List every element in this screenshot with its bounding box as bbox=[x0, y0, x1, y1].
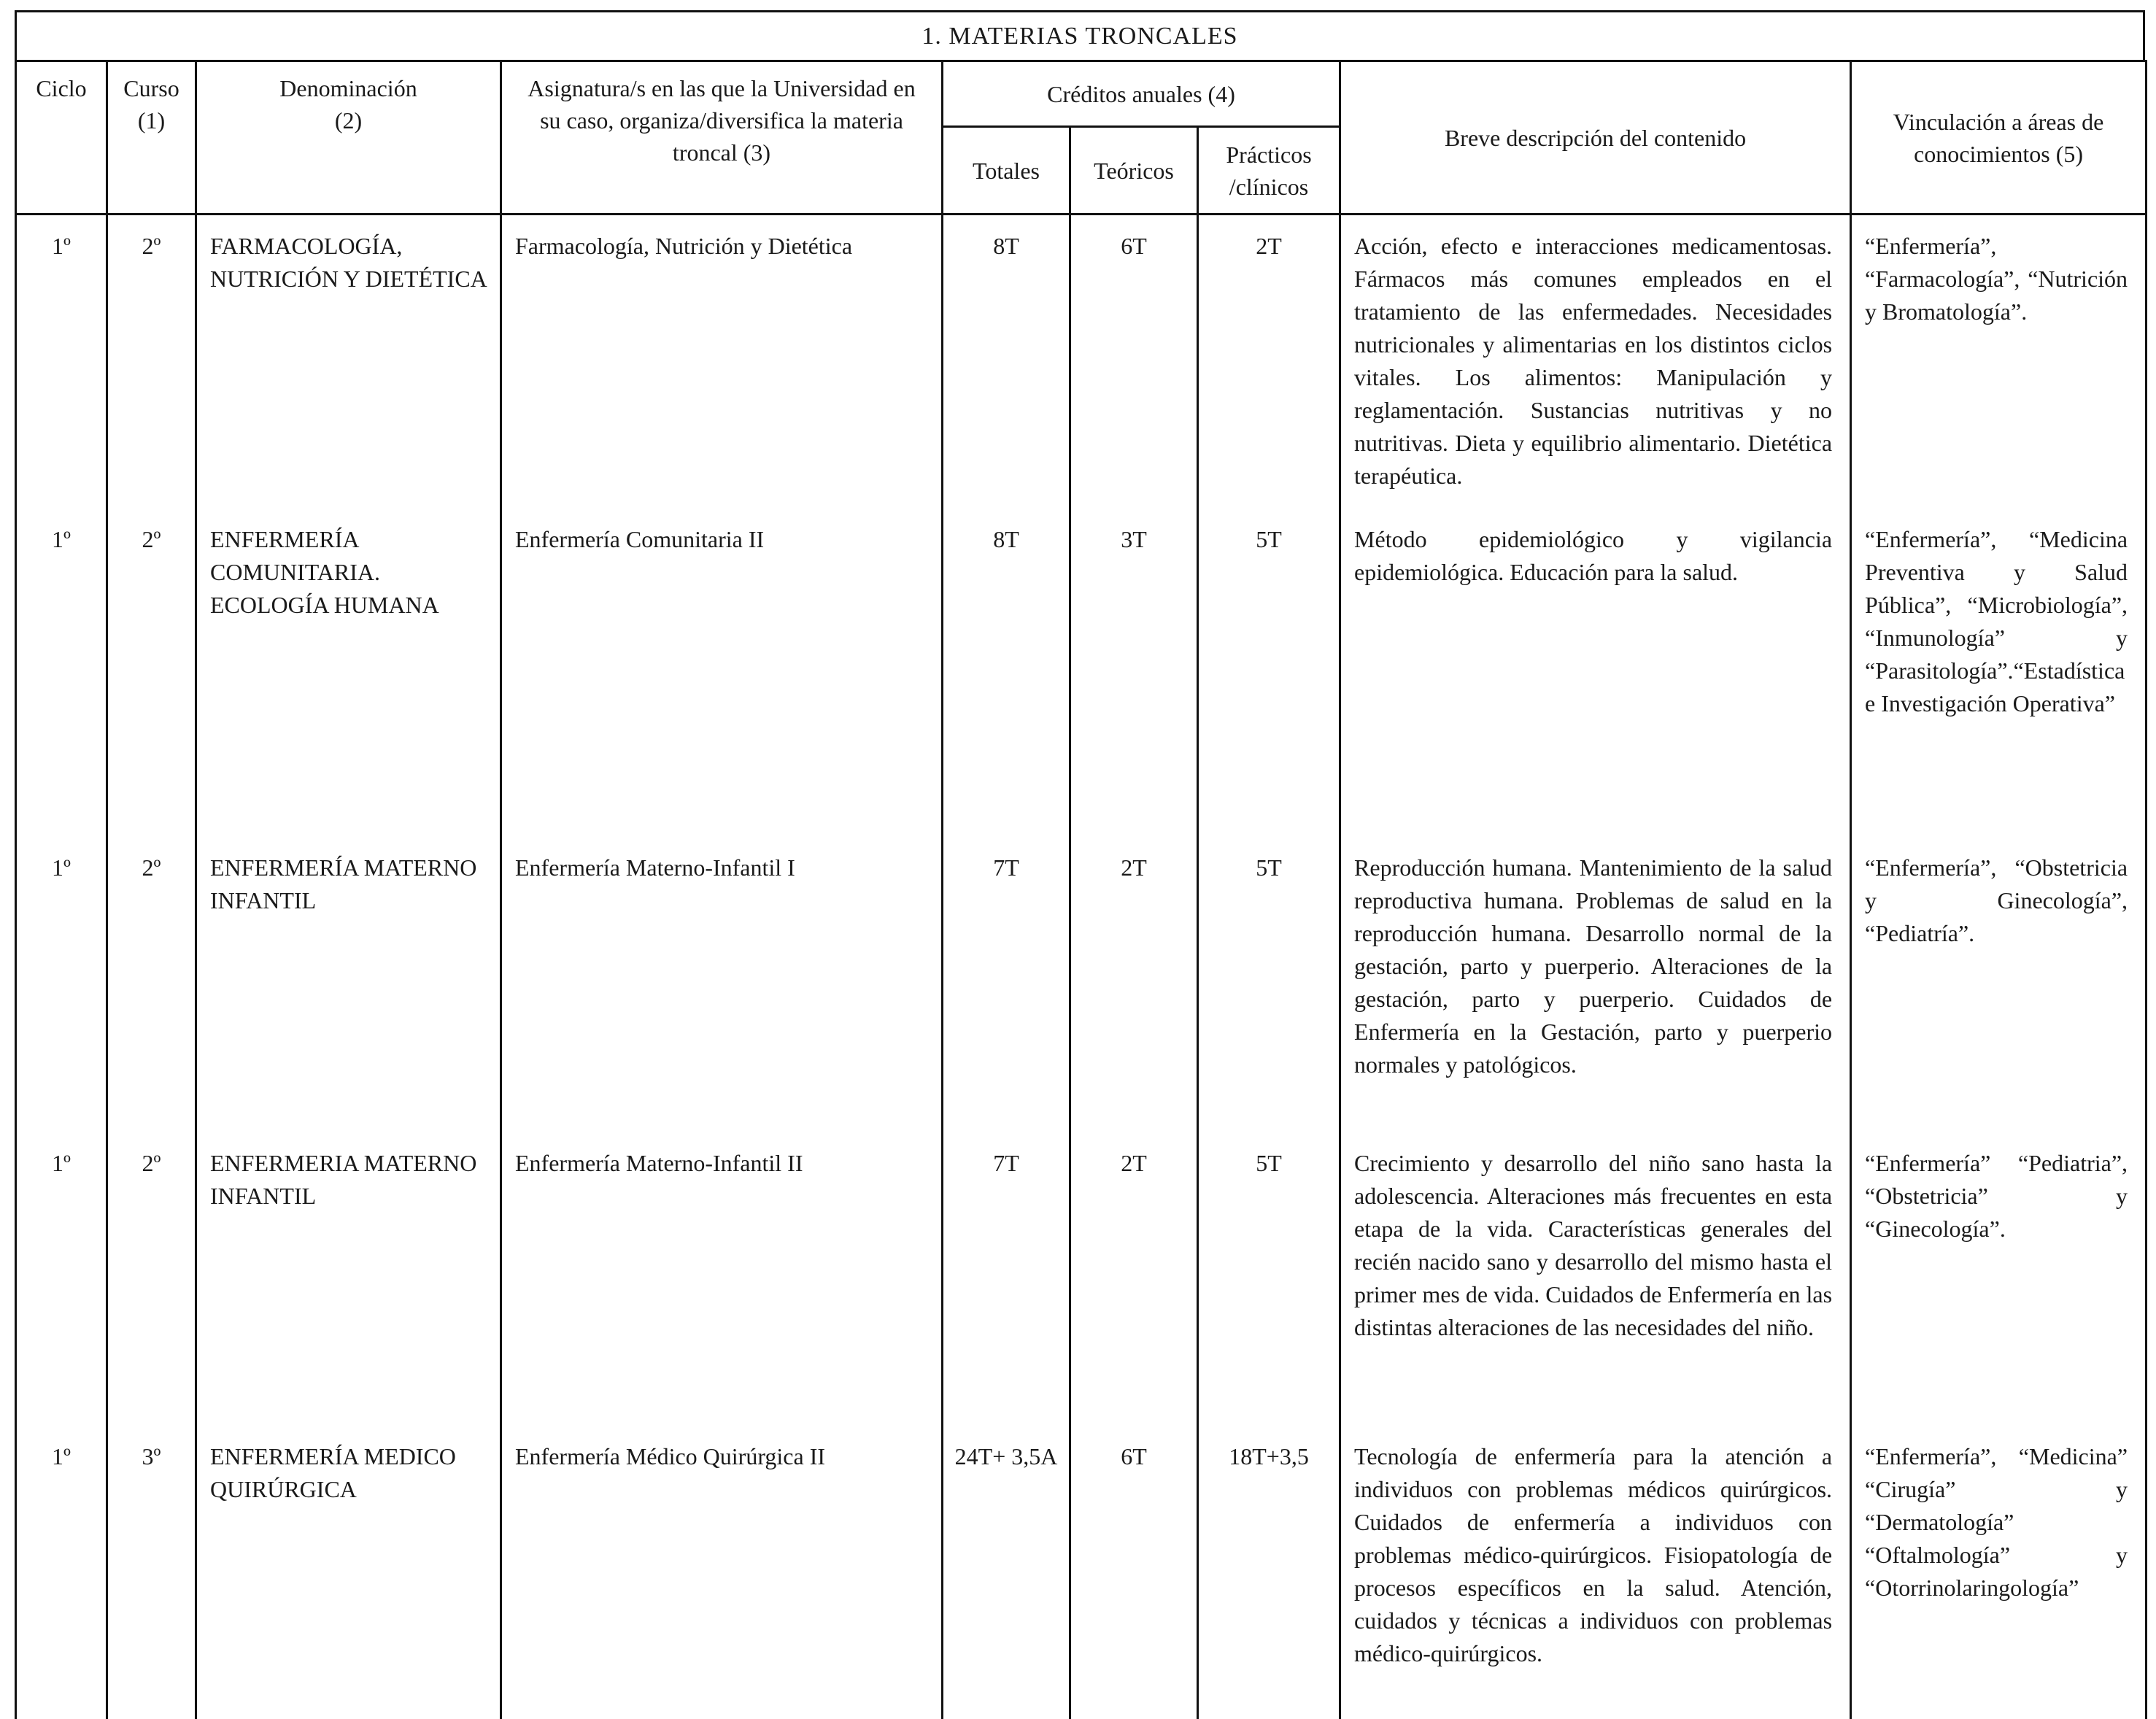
cell-curso: 2º bbox=[107, 1132, 196, 1426]
table-row bbox=[16, 837, 2147, 1132]
cell-asignatura: Enfermería Médico Quirúrgica II bbox=[501, 1426, 943, 1719]
cell-descripcion: Método epidemiológico y vigilancia epidemiológica. Educación para la salud. bbox=[1340, 509, 1851, 837]
cell-curso: 2º bbox=[107, 509, 196, 837]
cell-teoricos: 6T bbox=[1070, 1426, 1198, 1719]
cell-teoricos: 6T bbox=[1070, 215, 1198, 509]
cell-descripcion: Acción, efecto e interacciones medicamentosas. Fármacos más comunes empleados en el tratamiento de las enfermedades. Necesidades nutricionales y alimentarias en los distintos ciclos vitales. Los alimentos: Manipulación y reglamentación. Sustancias nutritivas y no nutritivas. Dieta y equilibrio alimentario. Dietética terapéutica. bbox=[1340, 215, 1851, 509]
cell-ciclo: 1º bbox=[16, 1132, 107, 1426]
cell-curso: 3º bbox=[107, 1426, 196, 1719]
cell-asignatura: Enfermería Materno-Infantil I bbox=[501, 837, 943, 1132]
table-row bbox=[16, 1426, 2147, 1719]
table-row bbox=[16, 1132, 2147, 1426]
header-vinculacion: Vinculación a áreas de conocimientos (5) bbox=[1851, 61, 2147, 215]
cell-ciclo: 1º bbox=[16, 1426, 107, 1719]
cell-ciclo: 1º bbox=[16, 837, 107, 1132]
cell-denominacion: FARMACOLOGÍA, NUTRICIÓN Y DIETÉTICA bbox=[196, 215, 501, 509]
header-descripcion: Breve descripción del contenido bbox=[1340, 61, 1851, 215]
cell-descripcion: Tecnología de enfermería para la atención a individuos con problemas médicos quirúrgicos. Cuidados de enfermería a individuos con problemas médico-quirúrgicos. Fisiopatología de procesos específicos en la salud. Atención, cuidados y técnicas a individuos con problemas médico-quirúrgicos. bbox=[1340, 1426, 1851, 1719]
cell-vinculacion: “Enfermería”, “Obstetricia y Ginecología”, “Pediatría”. bbox=[1851, 837, 2147, 1132]
cell-practicos: 5T bbox=[1198, 837, 1340, 1132]
cell-totales: 8T bbox=[943, 215, 1070, 509]
header-ciclo: Ciclo bbox=[16, 61, 107, 215]
cell-denominacion: ENFERMERÍA MATERNO INFANTIL bbox=[196, 837, 501, 1132]
header-asignaturas: Asignatura/s en las que la Universidad en su caso, organiza/diversifica la materia troncal (3) bbox=[501, 61, 943, 215]
cell-descripcion: Crecimiento y desarrollo del niño sano hasta la adolescencia. Alteraciones más frecuentes en esta etapa de la vida. Características generales del recién nacido sano y desarrollo del mismo hasta el primer mes de vida. Cuidados de Enfermería en las distintas alteraciones de las necesidades del niño. bbox=[1340, 1132, 1851, 1426]
table-row bbox=[16, 509, 2147, 837]
cell-teoricos: 2T bbox=[1070, 1132, 1198, 1426]
header-denominacion: Denominación (2) bbox=[196, 61, 501, 215]
header-creditos-anuales: Créditos anuales (4) bbox=[943, 61, 1340, 127]
cell-practicos: 5T bbox=[1198, 1132, 1340, 1426]
materias-troncales-table bbox=[15, 60, 2147, 1719]
cell-ciclo: 1º bbox=[16, 509, 107, 837]
header-curso: Curso (1) bbox=[107, 61, 196, 215]
cell-practicos: 2T bbox=[1198, 215, 1340, 509]
header-practicos: Prácticos /clínicos bbox=[1198, 127, 1340, 215]
table-row bbox=[16, 215, 2147, 509]
cell-totales: 24T+ 3,5A bbox=[943, 1426, 1070, 1719]
cell-teoricos: 2T bbox=[1070, 837, 1198, 1132]
cell-totales: 7T bbox=[943, 1132, 1070, 1426]
cell-curso: 2º bbox=[107, 837, 196, 1132]
header-totales: Totales bbox=[943, 127, 1070, 215]
cell-totales: 8T bbox=[943, 509, 1070, 837]
cell-denominacion: ENFERMERIA MATERNO INFANTIL bbox=[196, 1132, 501, 1426]
cell-vinculacion: “Enfermería” “Pediatria”, “Obstetricia” y “Ginecología”. bbox=[1851, 1132, 2147, 1426]
cell-asignatura: Farmacología, Nutrición y Dietética bbox=[501, 215, 943, 509]
cell-vinculacion: “Enfermería”, “Medicina Preventiva y Salud Pública”, “Microbiología”, “Inmunología” y “Parasitología”.“Estadística e Investigación Operativa” bbox=[1851, 509, 2147, 837]
cell-curso: 2º bbox=[107, 215, 196, 509]
cell-ciclo: 1º bbox=[16, 215, 107, 509]
cell-practicos: 18T+3,5 bbox=[1198, 1426, 1340, 1719]
cell-asignatura: Enfermería Comunitaria II bbox=[501, 509, 943, 837]
cell-descripcion: Reproducción humana. Mantenimiento de la salud reproductiva humana. Problemas de salud en la reproducción humana. Desarrollo normal de la gestación, parto y puerperio. Alteraciones de la gestación, parto y puerperio. Cuidados de Enfermería en la Gestación, parto y puerperio normales y patológicos. bbox=[1340, 837, 1851, 1132]
cell-totales: 7T bbox=[943, 837, 1070, 1132]
cell-vinculacion: “Enfermería”, “Medicina” “Cirugía” y “Dermatología” “Oftalmología” y “Otorrinolaringología” bbox=[1851, 1426, 2147, 1719]
cell-vinculacion: “Enfermería”, “Farmacología”, “Nutrición y Bromatología”. bbox=[1851, 215, 2147, 509]
cell-asignatura: Enfermería Materno-Infantil II bbox=[501, 1132, 943, 1426]
cell-practicos: 5T bbox=[1198, 509, 1340, 837]
cell-denominacion: ENFERMERÍA MEDICO QUIRÚRGICA bbox=[196, 1426, 501, 1719]
cell-denominacion: ENFERMERÍA COMUNITARIA. ECOLOGÍA HUMANA bbox=[196, 509, 501, 837]
table-title: 1. MATERIAS TRONCALES bbox=[15, 10, 2145, 60]
cell-teoricos: 3T bbox=[1070, 509, 1198, 837]
header-teoricos: Teóricos bbox=[1070, 127, 1198, 215]
